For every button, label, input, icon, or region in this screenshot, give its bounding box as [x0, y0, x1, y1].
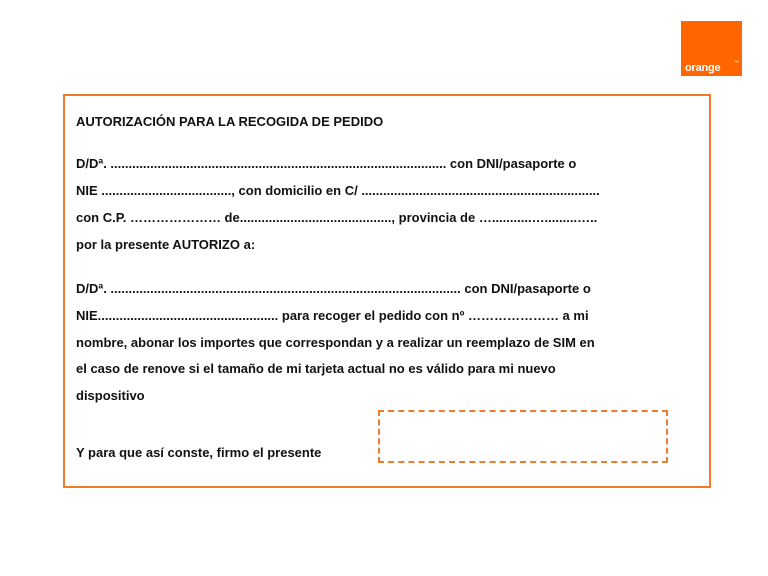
terms-line-3: dispositivo: [76, 388, 145, 403]
authorized-id-order-line: NIE.................................................. para recoger el pedido con nº ………………… a mi: [76, 308, 589, 323]
form-title: AUTORIZACIÓN PARA LA RECOGIDA DE PEDIDO: [76, 114, 384, 129]
authorizer-postal-line: con C.P. ………………… de.........................................., provincia de …...........….........…..: [76, 210, 598, 225]
authorize-statement-line: por la presente AUTORIZO a:: [76, 237, 256, 252]
authorizer-name-line: D/Dª. ............................................................................................. con DNI/pasaporte o: [76, 156, 577, 171]
orange-logo: [681, 21, 742, 76]
terms-line-1: nombre, abonar los importes que correspondan y a realizar un reemplazo de SIM en: [76, 335, 595, 350]
terms-line-2: el caso de renove si el tamaño de mi tarjeta actual no es válido para mi nuevo: [76, 361, 556, 376]
signature-box[interactable]: [378, 410, 668, 463]
authorizer-id-address-line: NIE ...................................., con domicilio en C/ ..................................................................: [76, 183, 600, 198]
authorized-name-line: D/Dª. ................................................................................................. con DNI/pasaporte o: [76, 281, 591, 296]
logo-text: orange: [685, 62, 721, 74]
signature-statement: Y para que así conste, firmo el presente: [76, 445, 322, 460]
logo-trademark: ™: [734, 60, 739, 66]
